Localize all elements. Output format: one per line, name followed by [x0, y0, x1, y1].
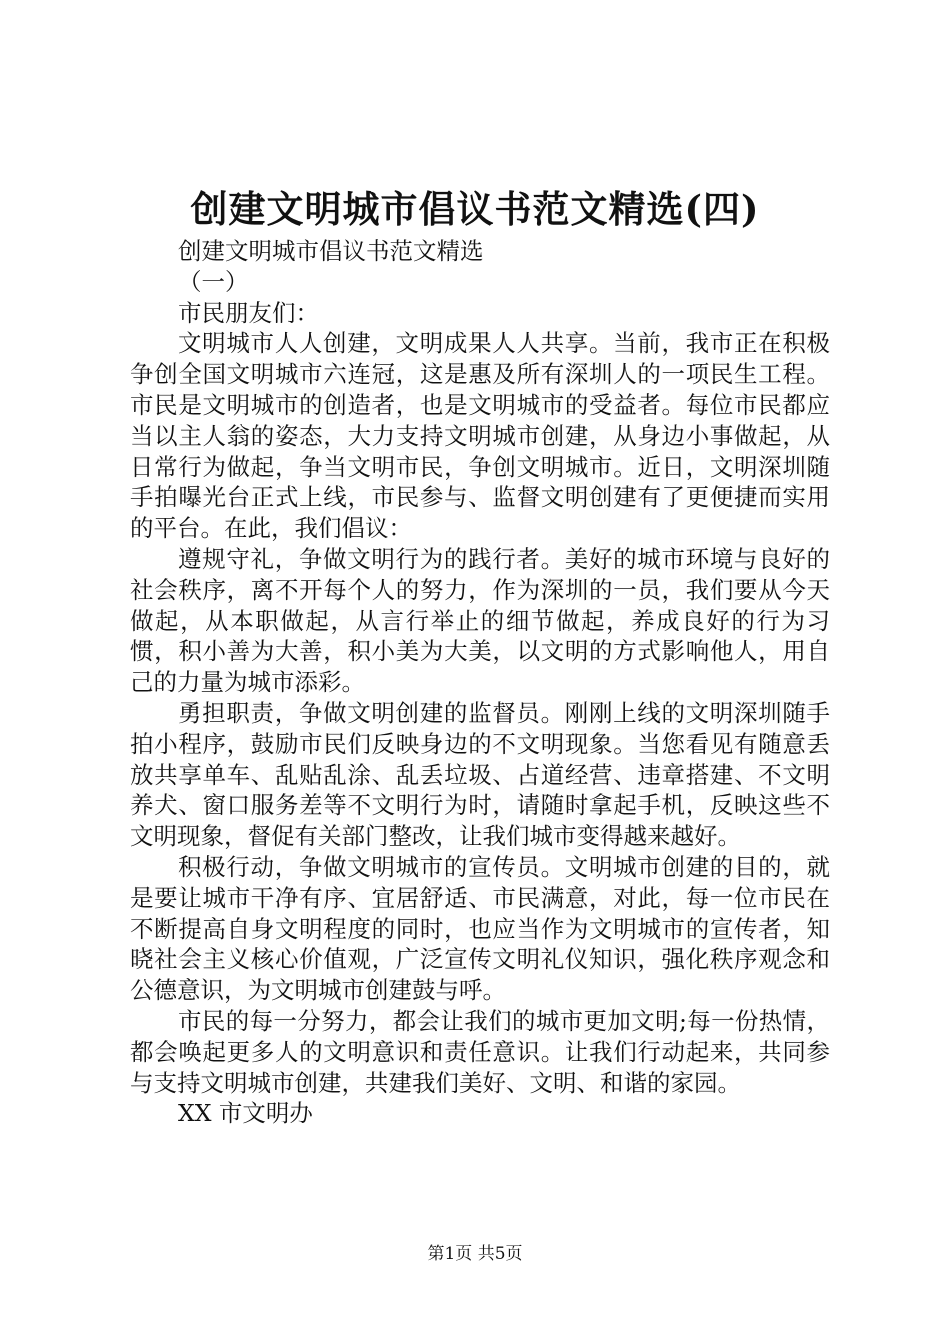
paragraph-proposal-2: 勇担职责，争做文明创建的监督员。刚刚上线的文明深圳随手拍小程序，鼓励市民们反映身边的不文明现象。当您看见有随意丢放共享单车、乱贴乱涂、乱丢垃圾、占道经营、违章搭建、不文明养犬、窗口服务差等不文明行为时，请随时拿起手机，反映这些不文明现象，督促有关部门整改，让我们城市变得越来越好。: [130, 698, 830, 851]
paragraph-proposal-1: 遵规守礼，争做文明行为的践行者。美好的城市环境与良好的社会秩序，离不开每个人的努力，作为深圳的一员，我们要从今天做起，从本职做起，从言行举止的细节做起，养成良好的行为习惯，积小善为大善，积小美为大美，以文明的方式影响他人，用自己的力量为城市添彩。: [130, 544, 830, 697]
paragraph-closing: 市民的每一分努力，都会让我们的城市更加文明;每一份热情，都会唤起更多人的文明意识和责任意识。让我们行动起来，共同参与支持文明城市创建，共建我们美好、文明、和谐的家园。: [130, 1006, 830, 1097]
salutation: 市民朋友们：: [178, 298, 319, 327]
paragraph-proposal-3: 积极行动，争做文明城市的宣传员。文明城市创建的目的，就是要让城市干净有序、宜居舒适、市民满意，对此，每一位市民在不断提高自身文明程度的同时，也应当作为文明城市的宣传者，知晓社会主义核心价值观，广泛宣传文明礼仪知识，强化秩序观念和公德意识，为文明城市创建鼓与呼。: [130, 852, 830, 1005]
signature: XX 市文明办: [178, 1099, 313, 1128]
document-subtitle: 创建文明城市倡议书范文精选: [178, 237, 484, 265]
page-footer: 第1页 共5页: [427, 1244, 523, 1264]
section-marker: （一）: [178, 267, 249, 296]
paragraph-intro: 文明城市人人创建，文明成果人人共享。当前，我市正在积极争创全国文明城市六连冠，这是惠及所有深圳人的一项民生工程。市民是文明城市的创造者，也是文明城市的受益者。每位市民都应当以主人翁的姿态，大力支持文明城市创建，从身边小事做起，从日常行为做起，争当文明市民，争创文明城市。近日，文明深圳随手拍曝光台正式上线，市民参与、监督文明创建有了更便捷而实用的平台。在此，我们倡议：: [130, 329, 830, 543]
document-body: [130, 236, 830, 1129]
document-title: 创建文明城市倡议书范文精选(四): [190, 187, 760, 231]
